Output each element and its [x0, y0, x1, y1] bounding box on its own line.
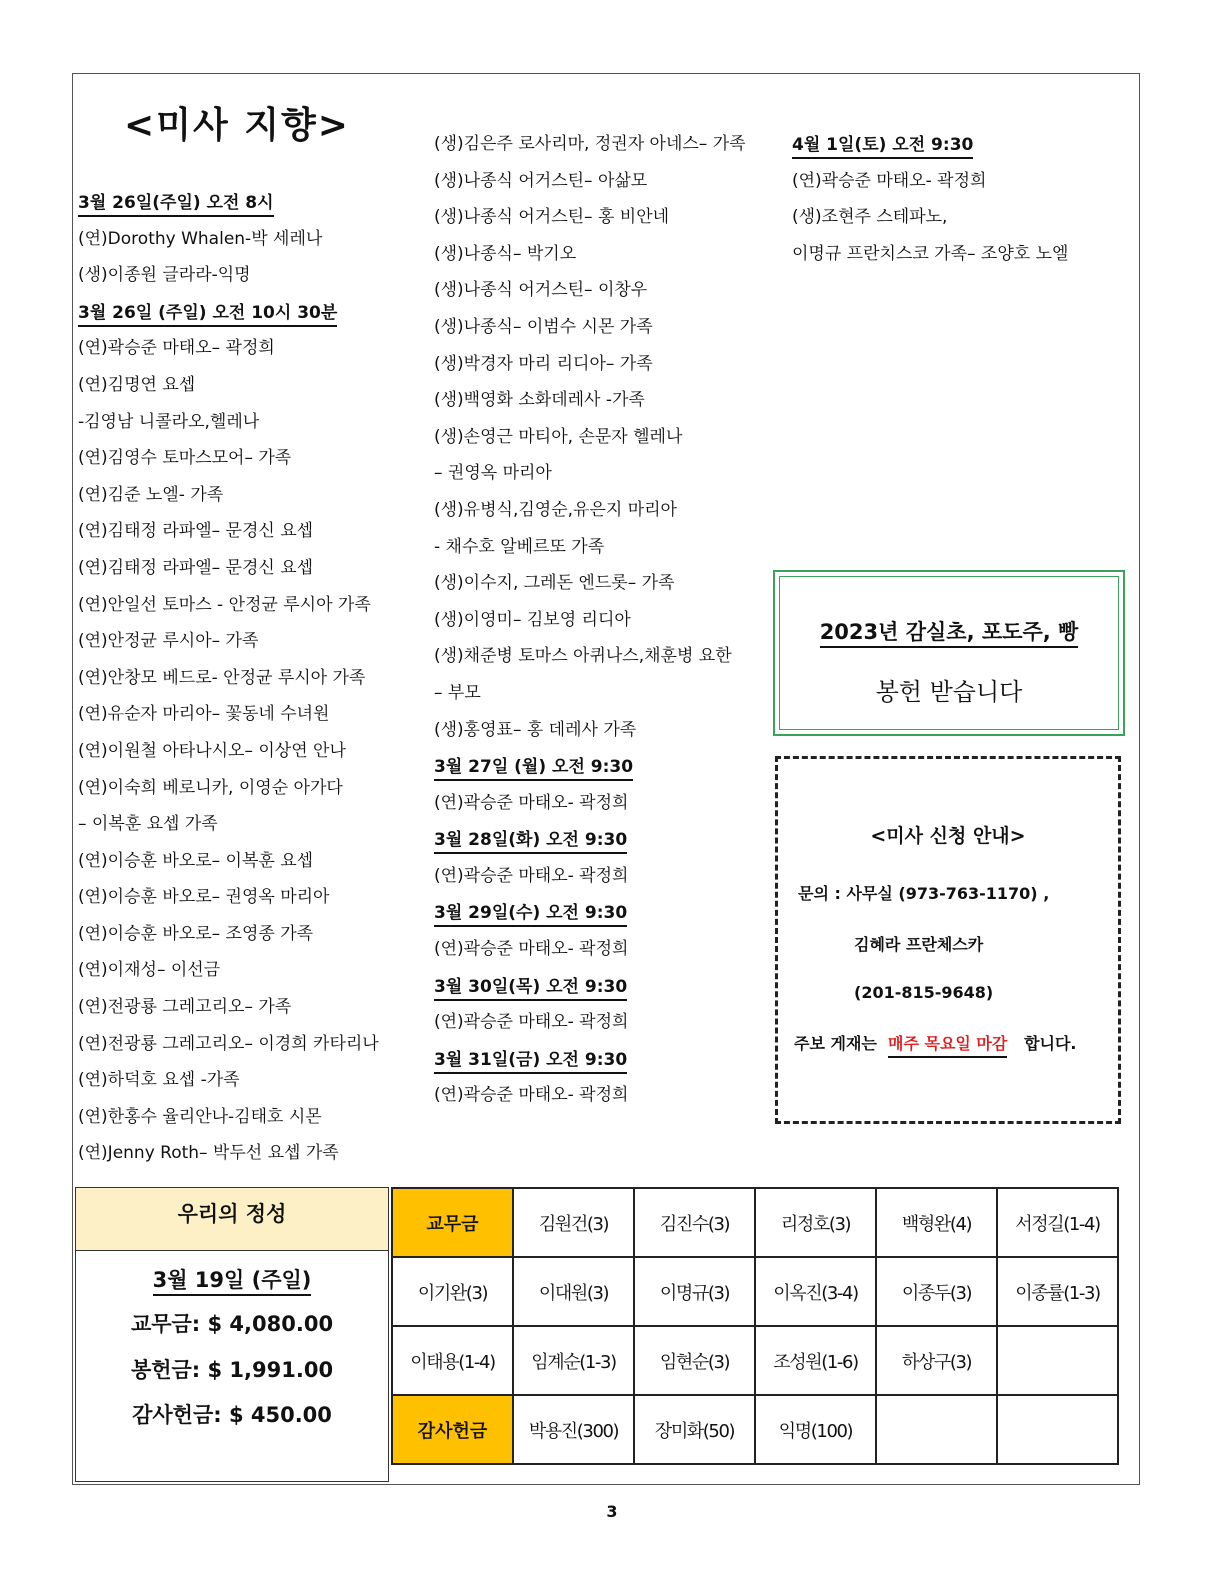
table-cell: 이기완(3) — [392, 1257, 513, 1326]
intention-line: (연)이승훈 바오로– 권영옥 마리아 — [78, 887, 330, 908]
offering-notice-box — [773, 570, 1125, 736]
table-cell: 리정호(3) — [755, 1188, 876, 1257]
intention-line: (연)유순자 마리아– 꽃동네 수녀원 — [78, 704, 330, 725]
intention-line: (연)이재성– 이선금 — [78, 960, 221, 981]
table-row — [392, 1257, 1118, 1326]
table-cell: 이태용(1-4) — [392, 1326, 513, 1395]
intention-line: (연)곽승준 마태오- 곽정희 — [434, 865, 629, 886]
table-cell — [997, 1326, 1118, 1395]
mass-schedule-heading-text: 3월 29일(수) 오전 9:30 — [434, 901, 627, 927]
offering-summary-box — [75, 1187, 389, 1482]
mass-schedule-heading-text: 3월 30일(목) 오전 9:30 — [434, 975, 627, 1001]
mass-schedule-heading — [78, 184, 379, 221]
intention-line: - 채수호 알베르또 가족 — [434, 536, 605, 557]
intention-line: -김영남 니콜라오,헬레나 — [78, 411, 260, 432]
intention-line: (생)나종식– 박기오 — [434, 243, 577, 264]
guide-deadline-notice — [794, 1031, 1077, 1054]
guide-contact: 문의 : 사무실 (973-763-1170) , — [798, 884, 1050, 903]
table-cell: 하상구(3) — [876, 1326, 997, 1395]
intention-line: – 이복훈 요셉 가족 — [78, 814, 218, 835]
table-cell — [997, 1395, 1118, 1464]
intention-line: (연)곽승준 마태오- 곽정희 — [434, 1085, 629, 1106]
intention-line: (연)안정균 루시아– 가족 — [78, 631, 259, 652]
intention-line: (생)이영미– 김보영 리디아 — [434, 609, 631, 630]
table-row — [392, 1395, 1118, 1464]
table-cell: 이종두(3) — [876, 1257, 997, 1326]
intention-line: (연)전광룡 그레고리오– 가족 — [78, 997, 292, 1018]
table-cell: 이옥진(3-4) — [755, 1257, 876, 1326]
intention-line: (생)유병식,김영순,유은지 마리아 — [434, 499, 677, 520]
intention-line: (생)이종원 글라라-익명 — [78, 265, 251, 286]
intention-line: (연)김태정 라파엘– 문경신 요셉 — [78, 557, 314, 578]
donor-table — [391, 1187, 1119, 1465]
table-cell: 박용진(300) — [513, 1395, 634, 1464]
guide-notice-deadline: 매주 목요일 마감 — [888, 1034, 1007, 1058]
table-cell: 이대원(3) — [513, 1257, 634, 1326]
guide-contact-phone: (201-815-9648) — [854, 983, 994, 1002]
offering-notice-subtitle: 봉헌 받습니다 — [875, 678, 1023, 706]
mass-request-guide-box — [775, 756, 1121, 1124]
page-number: 3 — [606, 1502, 618, 1521]
offering-notice-title-text: 2023년 감실초, 포도주, 빵 — [820, 620, 1079, 648]
mass-schedule-heading — [434, 894, 746, 931]
intention-line: (생)나종식 어거스틴– 이창우 — [434, 280, 648, 301]
intention-line: (연)곽승준 마태오– 곽정희 — [78, 338, 275, 359]
mass-intentions-column-1 — [78, 184, 379, 1172]
intention-line: (연)안창모 베드로- 안정균 루시아 가족 — [78, 667, 366, 688]
summary-row-dues: 교무금: $ 4,080.00 — [130, 1312, 334, 1336]
intention-line: (생)홍영표– 홍 데레사 가족 — [434, 719, 637, 740]
mass-schedule-heading-text: 3월 28일(화) 오전 9:30 — [434, 828, 627, 854]
table-cell-label: 교무금 — [392, 1188, 513, 1257]
table-cell: 이명규(3) — [634, 1257, 755, 1326]
intention-line: (생)손영근 마티아, 손문자 헬레나 — [434, 426, 683, 447]
intention-line: (생)김은주 로사리마, 정권자 아네스– 가족 — [434, 134, 746, 154]
intention-line: (연)곽승준 마태오- 곽정희 — [434, 939, 629, 960]
intention-line: (연)이숙희 베로니카, 이영순 아가다 — [78, 777, 343, 798]
mass-schedule-heading — [792, 126, 1068, 163]
table-cell: 장미화(50) — [634, 1395, 755, 1464]
summary-row-thanksgiving: 감사헌금: $ 450.00 — [132, 1403, 332, 1427]
offering-summary-heading: 우리의 정성 — [76, 1188, 388, 1251]
table-cell: 임현순(3) — [634, 1326, 755, 1395]
intention-line: (연)김영수 토마스모어– 가족 — [78, 448, 292, 469]
mass-schedule-heading-text: 4월 1일(토) 오전 9:30 — [792, 133, 973, 159]
intention-line: (연)곽승준 마태오- 곽정희 — [792, 170, 987, 191]
mass-intentions-column-2 — [434, 126, 746, 1114]
page-title: <미사 지향> — [124, 105, 350, 146]
intention-line: (연)이원철 아타나시오– 이상연 안나 — [78, 740, 346, 761]
intention-line: (연)Jenny Roth– 박두선 요셉 가족 — [78, 1143, 339, 1164]
intention-line: (연)Dorothy Whalen-박 세레나 — [78, 228, 323, 249]
intention-line: 이명규 프란치스코 가족– 조양호 노엘 — [792, 243, 1069, 264]
mass-schedule-heading-text: 3월 27일 (월) 오전 9:30 — [434, 755, 633, 781]
table-cell: 이종률(1-3) — [997, 1257, 1118, 1326]
intention-line: (연)김명연 요셉 — [78, 374, 196, 395]
mass-schedule-heading — [434, 968, 746, 1005]
intention-line: (연)곽승준 마태오- 곽정희 — [434, 792, 629, 813]
offering-notice-title — [775, 616, 1123, 646]
guide-notice-suffix: 합니다. — [1024, 1034, 1077, 1053]
intention-line: (생)백영화 소화데레사 -가족 — [434, 390, 645, 411]
intention-line: (연)전광룡 그레고리오– 이경희 카타리나 — [78, 1033, 379, 1054]
guide-title: <미사 신청 안내> — [870, 825, 1026, 847]
intention-line: (생)박경자 마리 리디아– 가족 — [434, 353, 653, 374]
offering-summary-date — [76, 1264, 388, 1294]
intention-line: (생)이수지, 그레돈 엔드롯– 가족 — [434, 573, 675, 594]
table-cell: 김원건(3) — [513, 1188, 634, 1257]
guide-contact-name: 김혜라 프란체스카 — [854, 935, 984, 954]
mass-intentions-column-3 — [792, 126, 1068, 272]
guide-notice-prefix: 주보 게재는 — [794, 1034, 877, 1053]
intention-line: (연)곽승준 마태오- 곽정희 — [434, 1012, 629, 1033]
intention-line: (생)채준병 토마스 아퀴나스,채훈병 요한 — [434, 646, 732, 667]
offering-summary-date-text: 3월 19일 (주일) — [153, 1268, 312, 1296]
intention-line: (생)조현주 스테파노, — [792, 207, 948, 228]
table-row — [392, 1188, 1118, 1257]
mass-schedule-heading-text: 3월 31일(금) 오전 9:30 — [434, 1048, 627, 1074]
table-cell: 익명(100) — [755, 1395, 876, 1464]
intention-line: (연)안일선 토마스 - 안정균 루시아 가족 — [78, 594, 371, 615]
intention-line: (연)하덕호 요셉 -가족 — [78, 1070, 240, 1091]
table-cell: 백형완(4) — [876, 1188, 997, 1257]
mass-schedule-heading — [434, 748, 746, 785]
intention-line: (연)김준 노엘- 가족 — [78, 484, 224, 505]
table-cell — [876, 1395, 997, 1464]
intention-line: (연)이승훈 바오로– 조영종 가족 — [78, 923, 314, 944]
mass-schedule-heading-text: 3월 26일 (주일) 오전 10시 30분 — [78, 301, 337, 327]
intention-line: (연)이승훈 바오로– 이복훈 요셉 — [78, 850, 314, 871]
table-cell: 서정길(1-4) — [997, 1188, 1118, 1257]
intention-line: – 권영옥 마리아 — [434, 463, 552, 484]
table-cell: 임계순(1-3) — [513, 1326, 634, 1395]
mass-schedule-heading — [434, 1041, 746, 1078]
intention-line: – 부모 — [434, 682, 481, 703]
intention-line: (생)나종식– 이범수 시몬 가족 — [434, 316, 653, 337]
intention-line: (연)한홍수 율리안나-김태호 시몬 — [78, 1106, 322, 1127]
mass-schedule-heading-text: 3월 26일(주일) 오전 8시 — [78, 191, 274, 217]
intention-line: (생)나종식 어거스틴– 홍 비안네 — [434, 207, 670, 228]
table-cell-label: 감사헌금 — [392, 1395, 513, 1464]
mass-schedule-heading — [434, 821, 746, 858]
mass-schedule-heading — [78, 294, 379, 331]
summary-row-offertory: 봉헌금: $ 1,991.00 — [130, 1358, 334, 1382]
table-cell: 김진수(3) — [634, 1188, 755, 1257]
table-row — [392, 1326, 1118, 1395]
table-cell: 조성원(1-6) — [755, 1326, 876, 1395]
intention-line: (생)나종식 어거스틴– 아삶모 — [434, 170, 648, 191]
intention-line: (연)김태정 라파엘– 문경신 요셉 — [78, 521, 314, 542]
